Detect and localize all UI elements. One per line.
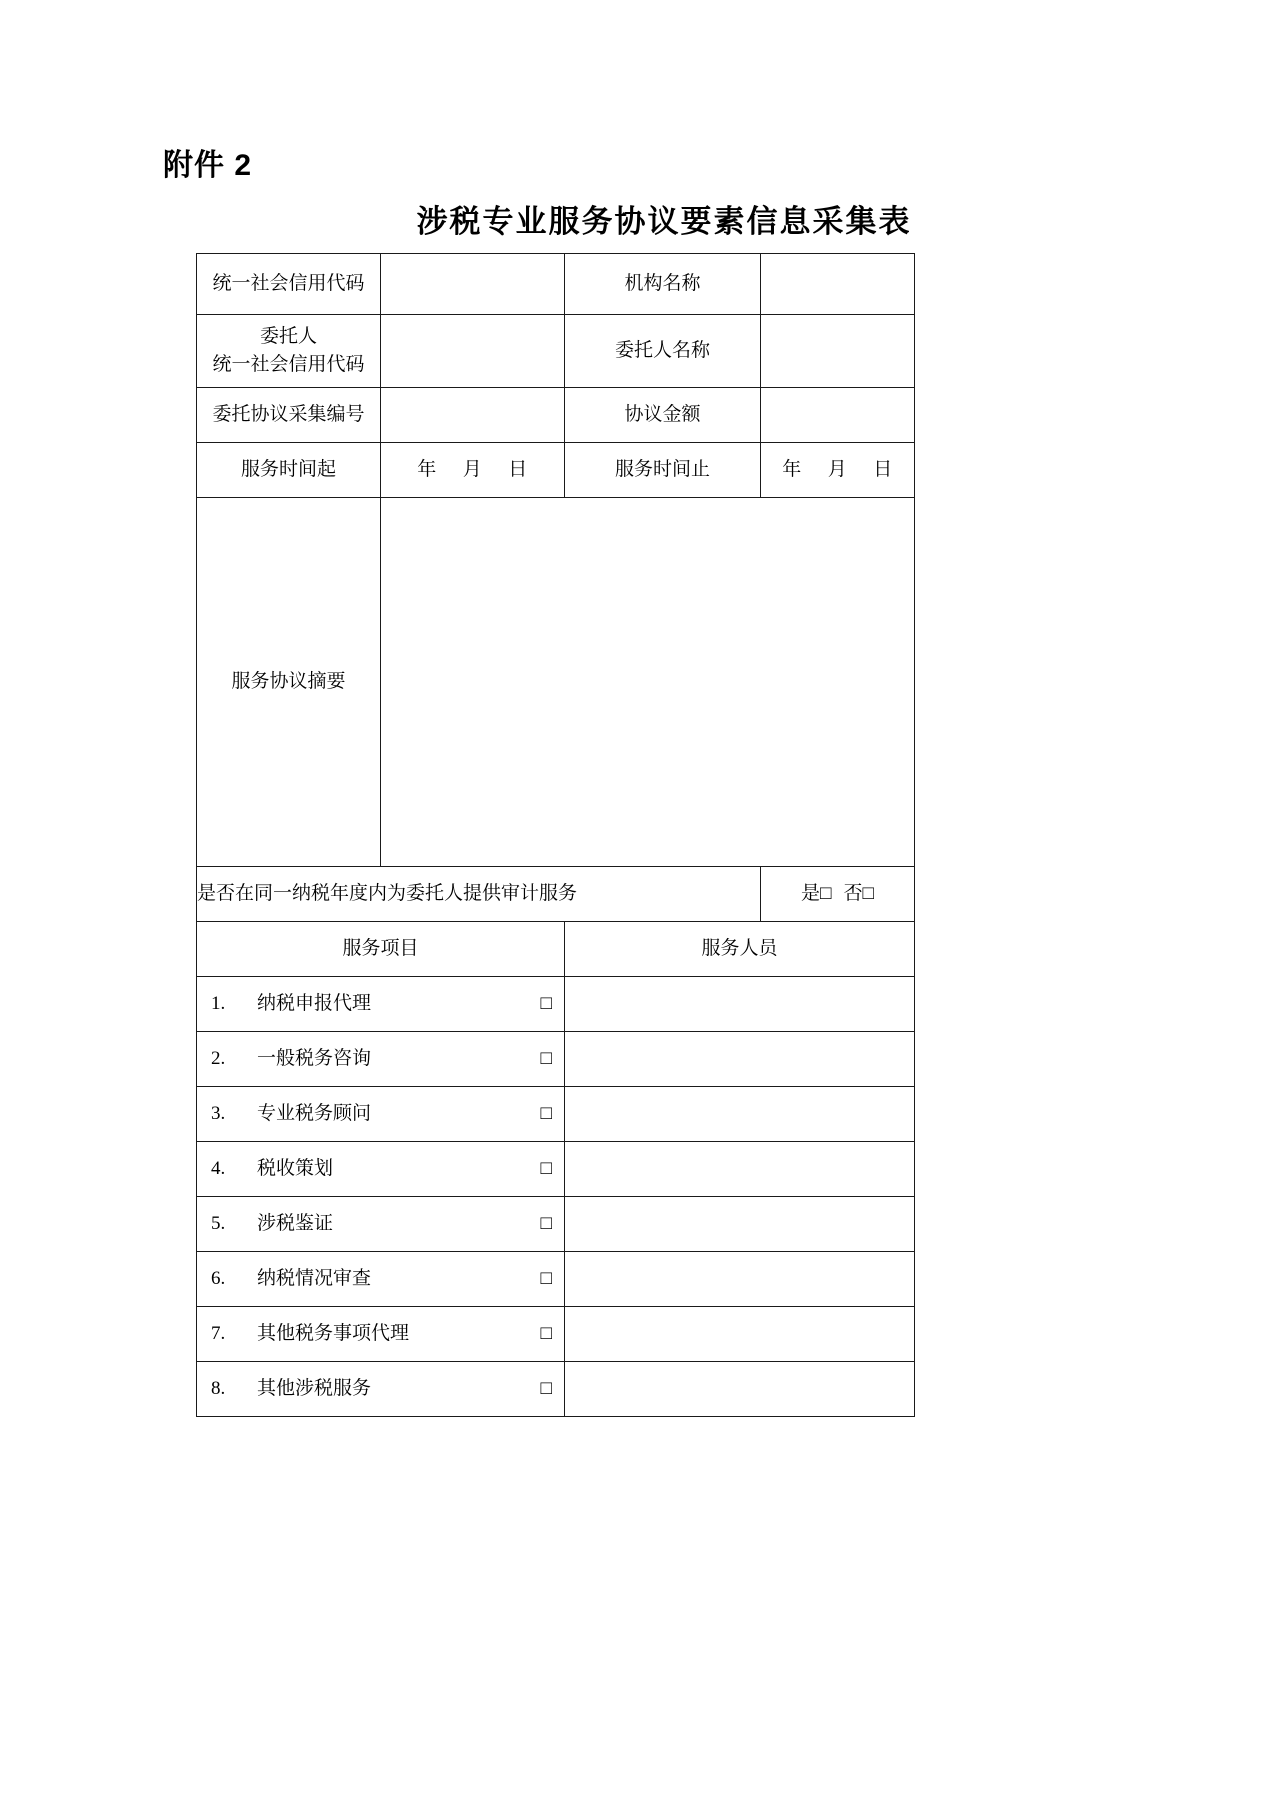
service-item-number: 1. xyxy=(211,993,226,1015)
agreement-amount-label: 协议金额 xyxy=(565,388,761,443)
agreement-no-value-field[interactable] xyxy=(381,388,565,443)
service-staff-cell[interactable] xyxy=(565,1197,915,1252)
service-item-number: 2. xyxy=(211,1048,226,1070)
service-end-label: 服务时间止 xyxy=(565,443,761,498)
uscc-value-field[interactable] xyxy=(381,254,565,315)
service-staff-cell[interactable] xyxy=(565,977,915,1032)
service-item-checkbox-icon[interactable]: □ xyxy=(540,1048,552,1070)
end-year-label: 年 xyxy=(782,459,802,481)
audit-question-label: 是否在同一纳税年度内为委托人提供审计服务 xyxy=(197,867,761,922)
table-row xyxy=(197,1362,915,1417)
table-row xyxy=(197,1197,915,1252)
client-uscc-label-line1: 委托人 xyxy=(259,325,317,347)
agreement-amount-value-field[interactable] xyxy=(761,388,915,443)
service-start-date-field[interactable] xyxy=(381,443,565,498)
service-staff-cell[interactable] xyxy=(565,1032,915,1087)
org-name-label: 机构名称 xyxy=(565,254,761,315)
service-item-cell[interactable] xyxy=(197,1142,565,1197)
service-staff-cell[interactable] xyxy=(565,1252,915,1307)
table-row xyxy=(197,1032,915,1087)
audit-no-option[interactable] xyxy=(838,880,881,908)
end-month-label: 月 xyxy=(827,459,848,481)
attachment-label: 附件 2 xyxy=(163,149,253,182)
service-item-label: 其他涉税服务 xyxy=(257,1378,372,1400)
service-item-cell[interactable] xyxy=(197,1252,565,1307)
table-row-uscc xyxy=(197,254,915,315)
audit-yes-checkbox-icon[interactable]: □ xyxy=(820,883,832,905)
audit-no-checkbox-icon[interactable]: □ xyxy=(862,883,874,905)
service-item-cell[interactable] xyxy=(197,977,565,1032)
service-item-cell[interactable] xyxy=(197,1032,565,1087)
uscc-label: 统一社会信用代码 xyxy=(197,254,381,315)
service-item-number: 7. xyxy=(211,1323,226,1345)
service-item-checkbox-icon[interactable]: □ xyxy=(540,1378,552,1400)
service-item-checkbox-icon[interactable]: □ xyxy=(540,993,552,1015)
client-name-label: 委托人名称 xyxy=(565,315,761,388)
service-end-date-field[interactable] xyxy=(761,443,915,498)
service-staff-cell[interactable] xyxy=(565,1362,915,1417)
end-day-label: 日 xyxy=(873,459,893,481)
service-item-number: 3. xyxy=(211,1103,226,1125)
service-item-label: 涉税鉴证 xyxy=(257,1213,334,1235)
service-item-label: 其他税务事项代理 xyxy=(257,1323,410,1345)
service-staff-cell[interactable] xyxy=(565,1142,915,1197)
client-name-value-field[interactable] xyxy=(761,315,915,388)
service-item-column-header: 服务项目 xyxy=(197,922,565,977)
agreement-no-label: 委托协议采集编号 xyxy=(197,388,381,443)
agreement-form-table xyxy=(196,253,915,1417)
service-item-cell[interactable] xyxy=(197,1087,565,1142)
audit-answer-options xyxy=(761,867,915,922)
start-day-label: 日 xyxy=(508,459,528,481)
service-item-checkbox-icon[interactable]: □ xyxy=(540,1268,552,1290)
service-staff-column-header: 服务人员 xyxy=(565,922,915,977)
service-item-number: 5. xyxy=(211,1213,226,1235)
service-item-number: 4. xyxy=(211,1158,226,1180)
service-item-cell[interactable] xyxy=(197,1362,565,1417)
summary-label: 服务协议摘要 xyxy=(197,498,381,867)
client-uscc-label-line2: 统一社会信用代码 xyxy=(212,354,365,375)
table-row xyxy=(197,1142,915,1197)
service-item-checkbox-icon[interactable]: □ xyxy=(540,1323,552,1345)
audit-yes-label: 是 xyxy=(801,883,821,905)
page-title: 涉税专业服务协议要素信息采集表 xyxy=(416,204,912,239)
service-staff-cell[interactable] xyxy=(565,1307,915,1362)
table-row xyxy=(197,977,915,1032)
table-row-service-period xyxy=(197,443,915,498)
table-row xyxy=(197,1307,915,1362)
start-month-label: 月 xyxy=(462,459,483,481)
table-row-agreement-no xyxy=(197,388,915,443)
table-row xyxy=(197,1252,915,1307)
service-item-label: 税收策划 xyxy=(257,1158,334,1180)
table-row-client-uscc xyxy=(197,315,915,388)
service-item-label: 一般税务咨询 xyxy=(257,1048,372,1070)
client-uscc-label xyxy=(197,315,381,388)
service-item-label: 纳税申报代理 xyxy=(257,993,372,1015)
table-row-summary xyxy=(197,498,915,867)
service-item-checkbox-icon[interactable]: □ xyxy=(540,1158,552,1180)
start-year-label: 年 xyxy=(417,459,437,481)
service-item-number: 6. xyxy=(211,1268,226,1290)
service-item-checkbox-icon[interactable]: □ xyxy=(540,1213,552,1235)
service-item-checkbox-icon[interactable]: □ xyxy=(540,1103,552,1125)
summary-value-field[interactable] xyxy=(381,498,915,867)
service-item-number: 8. xyxy=(211,1378,226,1400)
service-item-label: 纳税情况审查 xyxy=(257,1268,372,1290)
table-row-service-header xyxy=(197,922,915,977)
audit-no-label: 否 xyxy=(843,883,863,905)
service-item-label: 专业税务顾问 xyxy=(257,1103,372,1125)
table-row-audit-question xyxy=(197,867,915,922)
table-row xyxy=(197,1087,915,1142)
service-item-cell[interactable] xyxy=(197,1197,565,1252)
service-item-cell[interactable] xyxy=(197,1307,565,1362)
service-start-label: 服务时间起 xyxy=(197,443,381,498)
audit-yes-option[interactable] xyxy=(795,880,838,908)
org-name-value-field[interactable] xyxy=(761,254,915,315)
client-uscc-value-field[interactable] xyxy=(381,315,565,388)
service-staff-cell[interactable] xyxy=(565,1087,915,1142)
